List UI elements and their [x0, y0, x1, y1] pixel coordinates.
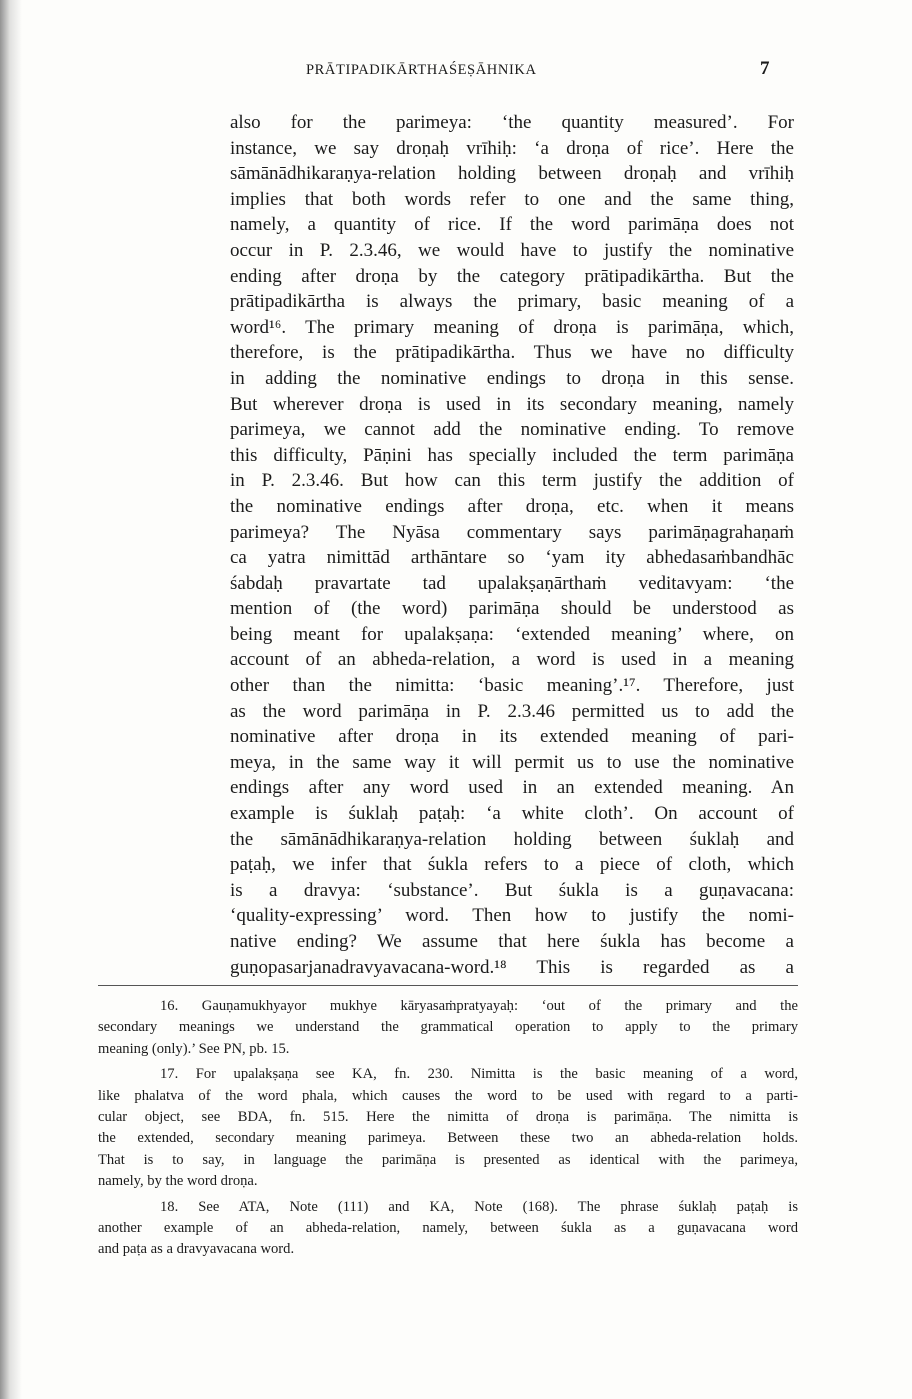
footnote-line: That is to say, in language the parimāṇa is presented as identical with the parimeya, [98, 1151, 798, 1168]
text-line: native ending? We assume that here śukla has become a [230, 931, 794, 952]
text-line: śabdaḥ pravartate tad upalakṣaṇārthaṁ veditavyam: ‘the [230, 572, 794, 594]
text-line: also for the parimeya: ‘the quantity measured’. For [230, 112, 794, 133]
running-head: PRĀTIPADIKĀRTHAŚEṢĀHNIKA [306, 62, 537, 78]
text-line: is a dravya: ‘substance’. But śukla is a guṇavacana: [230, 879, 794, 901]
text-line: meya, in the same way it will permit us to use the nominative [230, 751, 794, 773]
text-line: as the word parimāṇa in P. 2.3.46 permitted us to add the [230, 700, 794, 722]
footnote-line: namely, by the word droṇa. [98, 1173, 258, 1190]
footnote-17 [98, 1064, 798, 1192]
footnote-line: 17. For upalakṣaṇa see KA, fn. 230. Nimitta is the basic meaning of a word, [160, 1066, 798, 1083]
footnote-16 [98, 996, 798, 1060]
footnote-line: meaning (only).’ See PN, pb. 15. [98, 1040, 290, 1057]
text-line: ca yatra nimittād arthāntare so ‘yam ity abhedasaṁbandhāc [230, 547, 794, 569]
main-text [230, 110, 794, 980]
text-line: sāmānādhikaraṇya-relation holding between droṇaḥ and vrīhiḥ [230, 163, 794, 185]
text-line: nominative after droṇa in its extended meaning of pari- [230, 726, 794, 748]
footnote-line: secondary meanings we understand the grammatical operation to apply to the primary [98, 1019, 798, 1036]
footnote-line: and paṭa as a dravyavacana word. [98, 1241, 295, 1258]
text-line: namely, a quantity of rice. If the word parimāṇa does not [230, 214, 794, 236]
text-line: occur in P. 2.3.46, we would have to justify the nominative [230, 239, 794, 261]
text-line: endings after any word used in an extended meaning. An [230, 777, 794, 799]
text-line: implies that both words refer to one and the same thing, [230, 188, 794, 210]
text-line: therefore, is the prātipadikārtha. Thus we have no difficulty [230, 342, 794, 364]
text-line: this difficulty, Pāṇini has specially included the term parimāṇa [230, 444, 794, 466]
text-line: being meant for upalakṣaṇa: ‘extended meaning’ where, on [230, 623, 794, 645]
text-line: instance, we say droṇaḥ vrīhiḥ: ‘a droṇa of rice’. Here the [230, 137, 794, 159]
text-line: the nominative endings after droṇa, etc. when it means [230, 495, 794, 517]
text-line: in adding the nominative endings to droṇa in this sense. [230, 367, 794, 389]
text-line: ending after droṇa by the category prātipadikārtha. But the [230, 265, 794, 287]
text-line: parimeya, we cannot add the nominative ending. To remove [230, 419, 794, 441]
page-number: 7 [760, 58, 770, 79]
page-header [0, 60, 912, 86]
text-line: prātipadikārtha is always the primary, basic meaning of a [230, 291, 794, 313]
text-line: ‘quality-expressing’ word. Then how to justify the nomi- [230, 905, 794, 927]
footnote-line: cular object, see BDA, fn. 515. Here the nimitta of droṇa is parimāṇa. The nimitta is [98, 1108, 798, 1125]
footnote-line: like phalatva of the word phala, which causes the word to be used with regard to a parti- [98, 1087, 798, 1104]
footnote-line: another example of an abheda-relation, namely, between śukla as a guṇavacana word [98, 1219, 798, 1236]
text-line: word¹⁶. The primary meaning of droṇa is parimāṇa, which, [230, 316, 794, 338]
footnote-line: 18. See ATA, Note (111) and KA, Note (168). The phrase śuklaḥ paṭaḥ is [160, 1198, 798, 1215]
text-line: in P. 2.3.46. But how can this term justify the addition of [230, 470, 794, 492]
page-edge-shadow [0, 0, 22, 1399]
text-line: example is śuklaḥ paṭaḥ: ‘a white cloth’. On account of [230, 803, 794, 825]
text-line: mention of (the word) parimāṇa should be understood as [230, 598, 794, 620]
footnote-line: the extended, secondary meaning parimeya. Between these two an abheda-relation holds. [98, 1130, 798, 1147]
text-line: the sāmānādhikaraṇya-relation holding between śuklaḥ and [230, 828, 794, 850]
text-line: guṇopasarjanadravyavacana-word.¹⁸ This is regarded as a [230, 956, 794, 978]
footnote-18 [98, 1197, 798, 1261]
text-line: But wherever droṇa is used in its secondary meaning, namely [230, 393, 794, 415]
footnote-line: 16. Gauṇamukhyayor mukhye kāryasaṁpratyayaḥ: ‘out of the primary and the [160, 998, 798, 1014]
footnote-divider [98, 985, 798, 986]
text-line: account of an abheda-relation, a word is used in a meaning [230, 649, 794, 671]
text-line: paṭaḥ, we infer that śukla refers to a piece of cloth, which [230, 854, 794, 876]
text-line: other than the nimitta: ‘basic meaning’.¹⁷. Therefore, just [230, 675, 794, 697]
footnotes [98, 996, 798, 1261]
text-line: parimeya? The Nyāsa commentary says parimāṇagrahaṇaṁ [230, 521, 794, 543]
